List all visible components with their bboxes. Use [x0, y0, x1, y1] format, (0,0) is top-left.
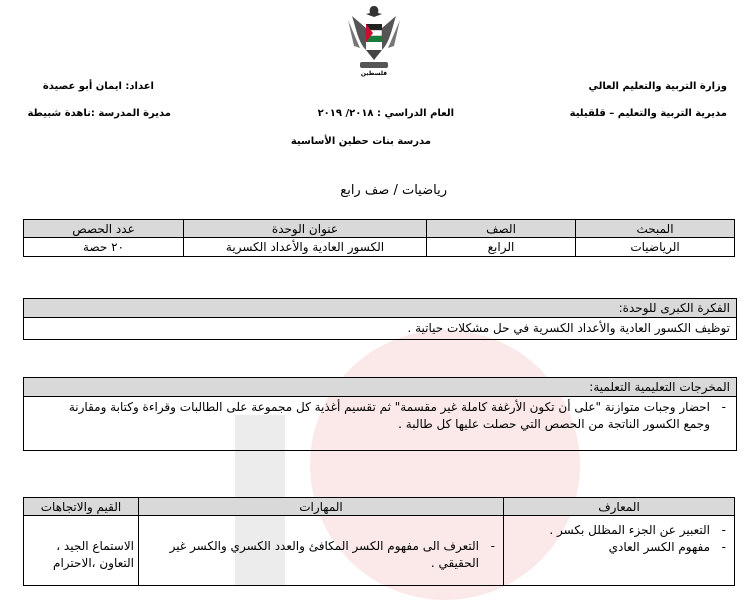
cell-periods: ٢٠ حصة: [24, 238, 184, 257]
palestine-emblem: [346, 2, 402, 80]
subject-title: رياضيات / صف رابع: [340, 183, 447, 198]
outcome-item: - احضار وجبات متوازنة "على أن تكون الأرغفة كاملة غير مقسمة" ثم تقسيم أغذية كل مجموعة على الطالبات وقراءة وكتابة ومقارنة وجمع الكسور الناتجة من الحصص التي حصلت عليها كل طالبة .: [44, 399, 730, 433]
col-subject: المبحث: [576, 220, 735, 238]
academic-year-label: العام الدراسي : ٢٠١٨/ ٢٠١٩: [317, 108, 454, 119]
outcomes-title: المخرجات التعليمية التعلمية:: [24, 378, 736, 397]
emblem-caption: فلسطين: [360, 70, 388, 77]
cell-unit-title: الكسور العادية والأعداد الكسرية: [184, 238, 427, 257]
col-knowledge: المعارف: [504, 498, 735, 516]
directorate-label: مديرية التربية والتعليم – قلقيلية: [569, 108, 727, 119]
principal-label: مديرة المدرسة :ناهدة شبيطة: [27, 108, 171, 119]
knowledge-item: - مفهوم الكسر العادي: [508, 539, 730, 556]
col-unit-title: عنوان الوحدة: [184, 220, 427, 238]
kmv-table: [23, 497, 735, 586]
col-skills: المهارات: [139, 498, 504, 516]
col-values: القيم والاتجاهات: [24, 498, 139, 516]
big-idea-box: [23, 298, 737, 340]
cell-skills: [139, 516, 504, 586]
prepared-by-label: اعداد: ايمان أبو عصيدة: [42, 81, 154, 92]
cell-values: الاستماع الجيد ، التعاون ،الاحترام: [24, 516, 139, 586]
big-idea-title: الفكرة الكبرى للوحدة:: [24, 299, 736, 318]
big-idea-text: توظيف الكسور العادية والأعداد الكسرية في حل مشكلات حياتية .: [407, 321, 730, 335]
skill-item: - التعرف الى مفهوم الكسر المكافئ والعدد الكسري والكسر غير الحقيقي .: [143, 538, 499, 572]
knowledge-item: - التعبير عن الجزء المظلل بكسر .: [508, 522, 730, 539]
cell-knowledge: [504, 516, 735, 586]
unit-info-table: [23, 219, 735, 257]
school-name: مدرسة بنات حطين الأساسية: [290, 136, 431, 147]
eagle-emblem-icon: [346, 2, 402, 72]
outcomes-box: [23, 377, 737, 451]
ministry-label: وزارة التربية والتعليم العالي: [588, 81, 727, 92]
cell-grade: الرابع: [427, 238, 576, 257]
col-periods: عدد الحصص: [24, 220, 184, 238]
col-grade: الصف: [427, 220, 576, 238]
cell-subject: الرياضيات: [576, 238, 735, 257]
